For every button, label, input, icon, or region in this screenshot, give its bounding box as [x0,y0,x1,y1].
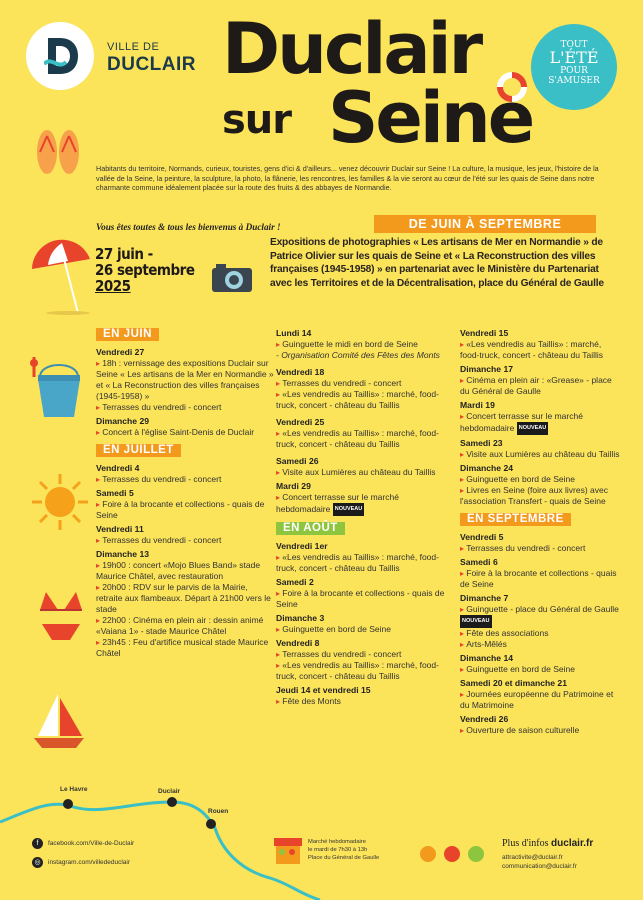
map-pin-le-havre [63,799,73,809]
beach-umbrella-icon [28,235,94,315]
partner-logo-icon [420,846,436,862]
market-line: Marché hebdomadaire [308,839,367,845]
map-label-rouen: Rouen [208,808,229,815]
event-day: Vendredi 26 [460,714,509,724]
event-item: ▸ Guinguette en bord de Seine [460,474,620,485]
badge-line: POUR [560,66,588,76]
event-day: Lundi 14 [276,328,312,338]
event-day: Mardi 29 [276,481,311,491]
event-item: ▸ 18h : vernissage des expositions Duclair sur Seine « Les artisans de la Mer en Normandie » et « La Reconstruction des villes françaises (1945-1958) » [96,358,276,402]
bikini-icon [36,588,86,644]
event-day: Samedi 5 [96,488,134,498]
event-day: Vendredi 8 [276,638,320,648]
event-item: ▸ 19h00 : concert «Mojo Blues Band» stade Maurice Châtel, avec restauration [96,560,276,582]
market-line: Place du Général de Gaulle [308,855,380,861]
market-stall-icon [272,836,304,866]
instagram-link[interactable] [32,857,130,868]
partner-logo-icon [444,846,460,862]
email-link[interactable]: communication@duclair.fr [502,863,577,870]
partner-logo-icon [468,846,484,862]
sand-bucket-icon [30,355,88,419]
ville-de-label: VILLE DE [107,41,160,53]
event-day: Samedi 2 [276,577,314,587]
camera-icon [210,262,254,294]
event-day: Vendredi 27 [96,347,145,357]
event-item: ▸ Guinguette le midi en bord de Seine [276,339,454,350]
more-info[interactable] [502,838,593,849]
intro-text: Habitants du territoire, Normands, curieux, touristes, gens d'ici & d'ailleurs... venez découvrir Duclair sur Seine ! La culture, la musique, les jeux, l'histoire de la vallée de la Seine, la peinture, la sculpture, la photo, la flânerie, les rencontres, les familles & la vie seront au cœur de l'été sur les quais de Seine dans notre charmante commune idéalement placée sur la route des fruits & des abbayes de Normandie. [96,164,599,193]
event-item: ▸ Concert à l'église Saint-Denis de Duclair [96,427,276,438]
welcome-text: Vous êtes toutes & tous les bienvenus à Duclair ! [96,222,281,232]
summer-badge [531,24,617,110]
market-line: le mardi de 7h30 à 13h [308,847,368,853]
email-link[interactable]: attractivite@duclair.fr [502,854,563,861]
nouveau-badge: NOUVEAU [460,615,492,628]
event-item: ▸ Terrasses du vendredi - concert [96,474,276,485]
event-item: ▸ Livres en Seine (foire aux livres) avec l'association Transfert - quais de Seine [460,485,620,507]
sun-icon [30,472,90,532]
event-item: ▸ Visite aux Lumières au château du Taillis [460,449,620,460]
title-seine: Seine [328,77,533,159]
month-band-aout: EN AOÛT [276,522,345,535]
column-juin-juillet [96,325,276,659]
event-item: ▸ Guinguette en bord de Seine [460,664,620,675]
nouveau-badge: NOUVEAU [333,503,365,516]
event-item: ▸ 22h00 : Cinéma en plein air : dessin animé «Vaiana 1» - stade Maurice Châtel [96,615,276,637]
event-day: Dimanche 24 [460,463,514,473]
event-item: ▸ Terrasses du vendredi - concert [460,543,620,554]
event-day: Dimanche 13 [96,549,150,559]
duclair-logo-text: DUCLAIR [107,54,196,75]
title-duclair: Duclair [222,8,481,90]
website-link[interactable]: duclair.fr [551,838,594,849]
month-band-septembre: EN SEPTEMBRE [460,513,571,526]
event-day: Vendredi 11 [96,524,144,534]
map-pin-duclair [167,797,177,807]
event-item: ▸ Foire à la brocante et collections - quais de Seine [96,499,276,521]
event-item: ▸ Foire à la brocante et collections - quais de Seine [276,588,454,610]
map-pin-rouen [206,819,216,829]
date-range [95,246,194,294]
nouveau-badge: NOUVEAU [517,422,549,435]
event-item: ▸ Terrasses du vendredi - concert [96,535,276,546]
event-day: Samedi 20 et dimanche 21 [460,678,567,688]
date-line: 27 juin - [95,245,153,263]
event-day: Dimanche 3 [276,613,325,623]
event-day: Samedi 26 [276,456,319,466]
map-label-duclair: Duclair [158,788,181,795]
event-item: ▸ «Les vendredis au Taillis» : marché, food-truck, concert - château du Taillis [276,389,454,411]
contact-emails [502,853,577,871]
event-item: ▸ Foire à la brocante et collections - quais de Seine [460,568,620,590]
duclair-logo-icon [44,36,80,76]
event-day: Vendredi 5 [460,532,504,542]
event-item [276,492,454,516]
event-day: Dimanche 17 [460,364,514,374]
market-info [308,838,379,862]
event-item: ▸ 23h45 : Feu d'artifice musical stade Maurice Châtel [96,637,276,659]
instagram-url: instagram.com/villededuclair [48,859,131,867]
event-item: ▸ Visite aux Lumières au château du Taillis [276,467,454,478]
flip-flops-icon [30,128,86,176]
event-item: ▸ Arts-Mêlés [460,639,620,650]
event-item [460,411,620,435]
lifebuoy-icon [497,72,527,102]
event-day: Dimanche 14 [460,653,514,663]
event-day: Vendredi 18 [276,367,325,377]
event-day: Vendredi 15 [460,328,509,338]
event-day: Dimanche 29 [96,416,150,426]
date-line: 2025 [95,277,131,295]
event-item: ▸ Ouverture de saison culturelle [460,725,620,736]
event-text: Concert terrasse sur le marché hebdomadaire [460,411,583,433]
event-item: ▸ «Les vendredis au Taillis» : marché, food-truck, concert - château du Taillis [460,339,620,361]
column-aout-septembre [460,325,620,736]
event-day: Dimanche 7 [460,593,509,603]
event-day: Vendredi 25 [276,417,325,427]
event-item: ▸ Terrasses du vendredi - concert [96,402,276,413]
badge-line: S'AMUSER [548,76,600,86]
month-band-juillet: EN JUILLET [96,444,181,457]
event-item: ▸ Fête des Monts [276,696,454,707]
badge-line: TOUT [560,40,588,50]
event-item: ▸ «Les vendredis au Taillis» : marché, food-truck, concert - château du Taillis [276,428,454,450]
event-item: ▸ Guinguette en bord de Seine [276,624,454,635]
event-day: Samedi 6 [460,557,498,567]
facebook-url: facebook.com/Ville-de-Duclair [48,840,135,848]
seine-map [0,760,330,900]
event-item: ▸ «Les vendredis au Taillis» : marché, food-truck, concert - château du Taillis [276,660,454,682]
event-item: ▸ Cinéma en plein air : «Grease» - place du Général de Gaulle [460,375,620,397]
event-text: Concert terrasse sur le marché hebdomadaire [276,492,399,514]
event-text: Guinguette - place du Général de Gaulle [466,604,619,614]
sailboat-icon [30,690,88,750]
event-item [460,604,620,628]
facebook-link[interactable] [32,838,134,849]
event-item: ▸ 20h00 : RDV sur le parvis de la Mairie, retraite aux flambeaux. Départ à 21h00 vers le stade [96,582,276,615]
column-juillet-aout [276,325,454,707]
badge-line: L'ÉTÉ [549,48,599,67]
month-band-juin: EN JUIN [96,328,159,341]
event-organizer: - Organisation Comité des Fêtes des Monts [276,350,440,360]
event-item: ▸ «Les vendredis au Taillis» : marché, food-truck, concert - château du Taillis [276,552,454,574]
date-line: 26 septembre [95,261,195,279]
exhibition-text: Expositions de photographies « Les artisans de Mer en Normandie » de Patrice Olivier sur les quais de Seine et « La Reconstruction des villes françaises (1945-1958) » en partenariat avec le Ministère du Partenariat avec les Territoires et de la Décentralisation, place du Général de Gaulle [270,237,604,289]
event-item: ▸ Terrasses du vendredi - concert [276,378,454,389]
event-item: ▸ Journées européenne du Patrimoine et du Matrimoine [460,689,620,711]
map-label-le-havre: Le Havre [60,786,88,793]
instagram-icon: ◎ [32,857,43,868]
event-item: ▸ Fête des associations [460,628,620,639]
event-day: Samedi 23 [460,438,503,448]
period-band: DE JUIN À SEPTEMBRE [374,215,596,233]
event-day: Mardi 19 [460,400,495,410]
event-day: Vendredi 1er [276,541,328,551]
more-info-prefix: Plus d'infos [502,838,549,849]
event-item: ▸ Terrasses du vendredi - concert [276,649,454,660]
title-sur: sur [222,97,292,143]
event-day: Vendredi 4 [96,463,140,473]
facebook-icon: f [32,838,43,849]
event-day: Jeudi 14 et vendredi 15 [276,685,371,695]
